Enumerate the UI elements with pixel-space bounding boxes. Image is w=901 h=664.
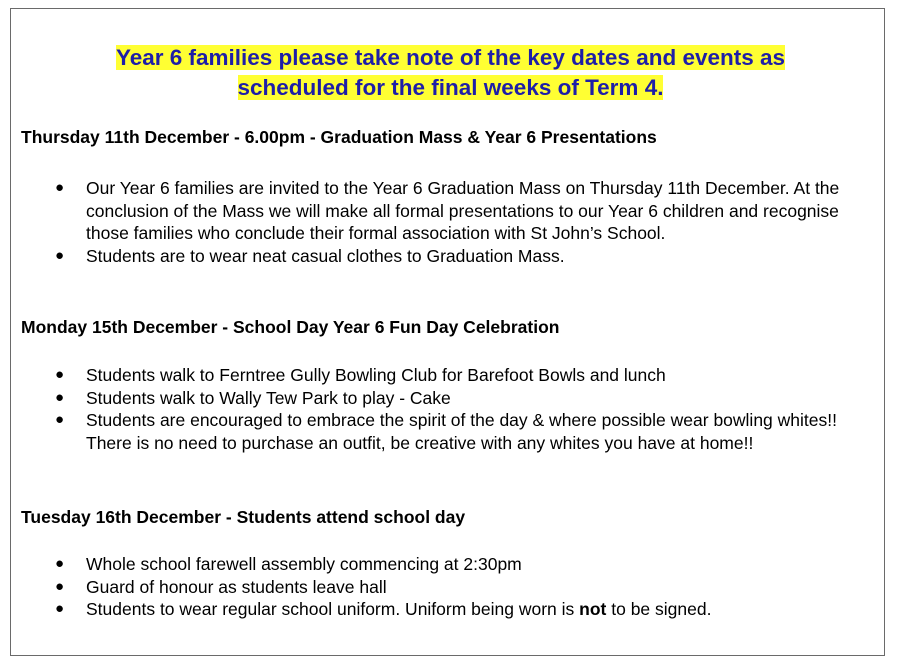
list-item: ● Students walk to Wally Tew Park to play - Cake xyxy=(55,387,451,408)
heading-line-2: scheduled for the final weeks of Term 4. xyxy=(237,75,664,100)
bullet-list-tuesday xyxy=(0,553,876,621)
section-title-tuesday: Tuesday 16th December - Students attend school day xyxy=(21,507,466,527)
bullet-icon: ● xyxy=(55,600,65,617)
uniform-text-after: to be signed. xyxy=(606,599,712,619)
bullet-list-thursday xyxy=(0,177,886,267)
bullet-list-monday xyxy=(0,364,876,454)
list-item: ● Our Year 6 families are invited to the Year 6 Graduation Mass on Thursday 11th December. At the conclusion of the Mass we will make all formal presentations to our Year 6 children and recognise those families who conclude their formal association with St John’s School. xyxy=(55,178,840,243)
emphasis-not: not xyxy=(579,599,607,619)
list-item: ● Students are encouraged to embrace the spirit of the day & where possible wear bowling whites!! There is no need to purchase an outfit, be creative with any whites you have at home!! xyxy=(55,410,837,453)
bullet-icon: ● xyxy=(55,555,65,572)
section-title-thursday: Thursday 11th December - 6.00pm - Graduation Mass & Year 6 Presentations xyxy=(21,127,657,147)
bullet-icon: ● xyxy=(55,411,65,428)
list-item: ● Whole school farewell assembly commencing at 2:30pm xyxy=(55,554,522,574)
list-item: ● Students walk to Ferntree Gully Bowling Club for Barefoot Bowls and lunch xyxy=(55,365,666,385)
notice-heading xyxy=(0,43,901,103)
list-item: ● Students are to wear neat casual clothes to Graduation Mass. xyxy=(55,245,565,266)
list-item: ● Guard of honour as students leave hall xyxy=(55,576,387,597)
bullet-icon: ● xyxy=(55,388,65,406)
bullet-icon: ● xyxy=(55,577,65,595)
bullet-icon: ● xyxy=(55,366,65,383)
bullet-icon: ● xyxy=(55,246,65,264)
list-item xyxy=(0,598,876,621)
uniform-text-before: Students to wear regular school uniform. Uniform being worn is xyxy=(86,599,580,619)
bullet-icon: ● xyxy=(55,179,65,196)
heading-line-1: Year 6 families please take note of the key dates and events as xyxy=(115,45,786,70)
section-title-monday: Monday 15th December - School Day Year 6 Fun Day Celebration xyxy=(21,317,560,337)
